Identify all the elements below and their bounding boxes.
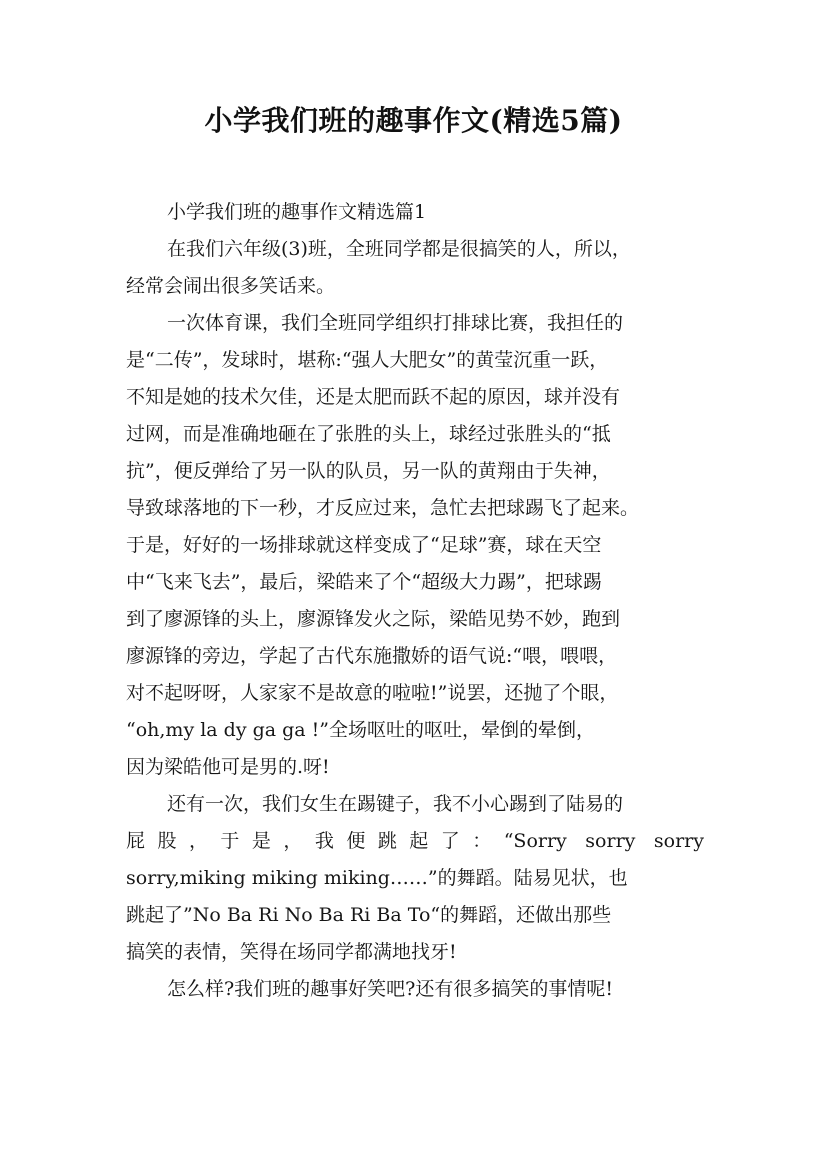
section-heading: 小学我们班的趣事作文精选篇1 [167, 201, 427, 223]
paragraph-line: 导致球落地的下一秒，才反应过来，急忙去把球踢飞了起来。 [126, 497, 640, 519]
paragraph-line: 抗”，便反弹给了另一队的队员，另一队的黄翔由于失神， [126, 460, 611, 482]
paragraph-line: 中“飞来飞去”，最后，梁皓来了个“超级大力踢”，把球踢 [126, 571, 602, 593]
paragraph-line: 到了廖源锋的头上，廖源锋发火之际，梁皓见势不妙，跑到 [126, 608, 621, 630]
paragraph-line: 于是，好好的一场排球就这样变成了“足球”赛，球在天空 [126, 534, 602, 556]
paragraph-line: 是“二传”，发球时，堪称:“强人大肥女”的黄莹沉重一跃， [126, 349, 609, 371]
paragraph-line: sorry,miking miking miking……”的舞蹈。陆易见状，也 [126, 867, 628, 889]
paragraph-line: “oh,my la dy ga ga !”全场呕吐的呕吐，晕倒的晕倒， [126, 719, 596, 741]
paragraph-line: 怎么样?我们班的趣事好笑吧?还有很多搞笑的事情呢! [167, 978, 614, 1000]
paragraph-line: 在我们六年级(3)班，全班同学都是很搞笑的人，所以， [167, 238, 631, 260]
paragraph-line: 因为梁皓他可是男的.呀! [126, 756, 330, 778]
paragraph-line: 屁股，于是，我便跳起了：“Sorry sorry sorry [126, 830, 704, 852]
document-title: 小学我们班的趣事作文(精选5篇) [204, 104, 623, 137]
paragraph-line: 廖源锋的旁边，学起了古代东施撒娇的语气说:“喂，喂喂， [126, 645, 618, 667]
paragraph-line: 过网，而是准确地砸在了张胜的头上，球经过张胜头的“抵 [126, 423, 611, 445]
paragraph-line: 经常会闹出很多笑话来。 [126, 275, 336, 297]
paragraph-line: 对不起呀呀，人家家不是故意的啦啦!”说罢，还抛了个眼， [126, 682, 619, 704]
paragraph-line: 不知是她的技术欠佳，还是太肥而跃不起的原因，球并没有 [126, 386, 621, 408]
paragraph-line: 搞笑的表情，笑得在场同学都满地找牙! [126, 941, 457, 963]
paragraph-line: 还有一次，我们女生在踢键子，我不小心踢到了陆易的 [167, 793, 624, 815]
paragraph-line: 一次体育课，我们全班同学组织打排球比赛，我担任的 [167, 312, 624, 334]
document-body [126, 194, 704, 1008]
paragraph-line: 跳起了”No Ba Ri No Ba Ri Ba To“的舞蹈，还做出那些 [126, 904, 612, 926]
